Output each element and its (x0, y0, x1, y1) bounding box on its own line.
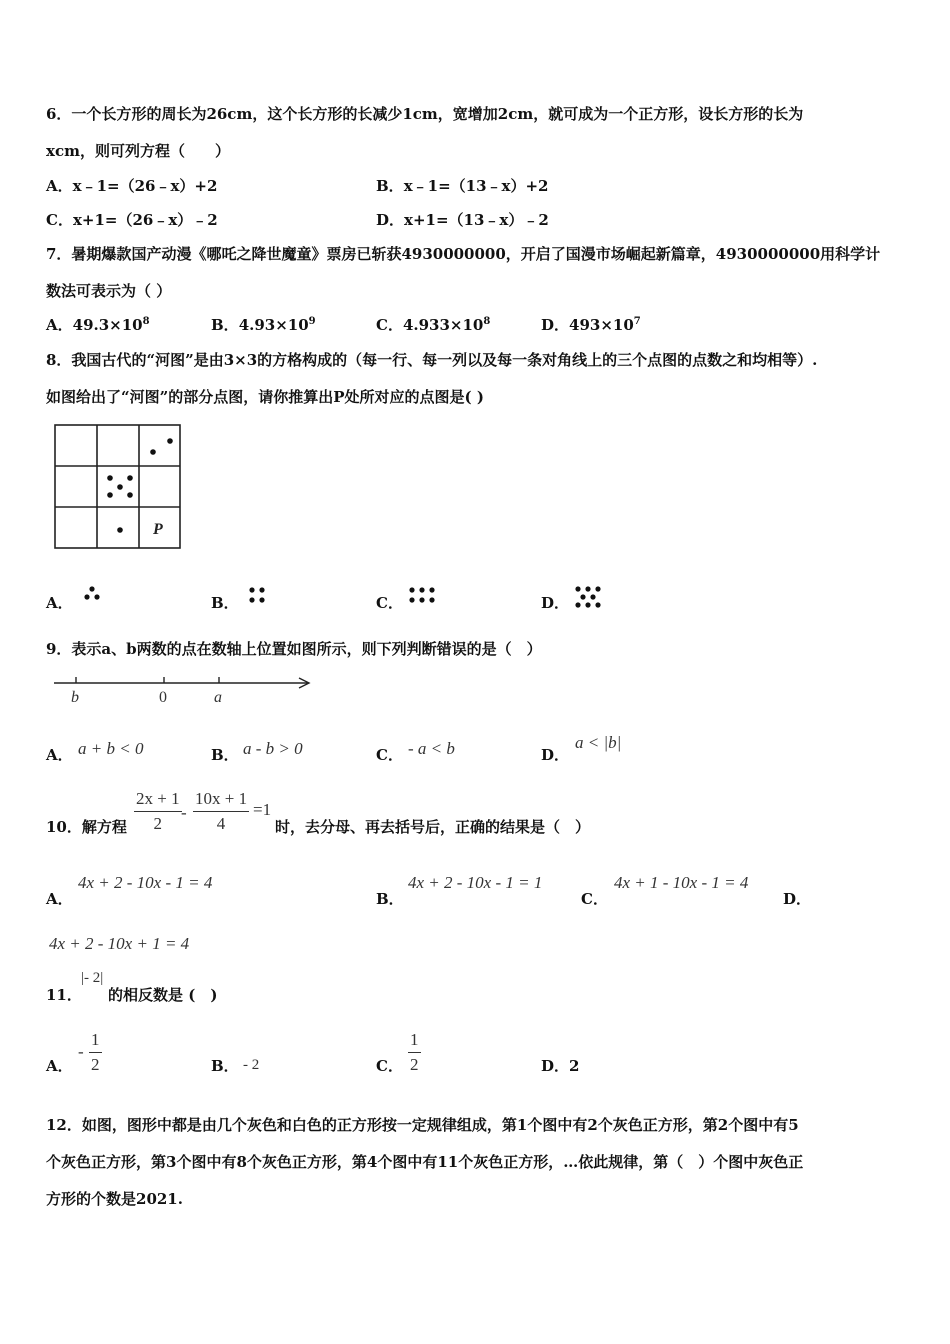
q10-option-d-label[interactable]: D． (783, 890, 812, 908)
q8-option-a-label[interactable]: A． (46, 594, 73, 612)
q6-option-c[interactable]: C．x+1=（26﹣x）﹣2 (46, 211, 218, 229)
q10-option-a-expr[interactable]: 4x + 2 - 10x - 1 = 4 (78, 873, 213, 892)
q10-option-d-expr[interactable]: 4x + 2 - 10x + 1 = 4 (49, 934, 190, 953)
q7-stem-line1: 7．暑期爆款国产动漫《哪吒之降世魔童》票房已斩获4930000000，开启了国漫市场崛起新篇章，4930000000用科学计 (46, 245, 881, 263)
q8-option-d-dots[interactable] (574, 585, 604, 611)
q11-option-a-fraction[interactable]: 1 2 (91, 1030, 100, 1074)
q10-option-c-label[interactable]: C． (581, 890, 608, 908)
q11-number: 11． (46, 986, 82, 1004)
q10-prefix: 10．解方程 (46, 818, 127, 836)
q11-suffix: 的相反数是 ( ) (108, 986, 218, 1004)
q9-option-a-expr[interactable]: a + b < 0 (78, 739, 144, 758)
q10-minus: - (181, 803, 187, 822)
number-line-figure (54, 674, 314, 706)
axis-label-zero: 0 (159, 689, 167, 706)
q8-stem-line1: 8．我国古代的“河图”是由3×3的方格构成的（每一行、每一列以及每一条对角线上的三个点图的点数之和均相等）. (46, 351, 818, 369)
p-cell-label: P (153, 521, 163, 538)
q11-option-b-label[interactable]: B． (211, 1057, 239, 1075)
q10-suffix: 时，去分母、再去括号后，正确的结果是（ ） (275, 818, 591, 836)
q8-stem-line2: 如图给出了“河图”的部分点图，请你推算出P处所对应的点图是( ) (46, 388, 484, 406)
q11-option-a-label[interactable]: A． (46, 1057, 73, 1075)
q7-option-b[interactable]: B．$4.93\times 10^9$ (211, 316, 316, 334)
q7-stem-line2: 数法可表示为（ ） (46, 282, 172, 300)
q12-stem-line2: 个灰色正方形，第3个图中有8个灰色正方形，第4个图中有11个灰色正方形，…依此规律，第（ ）个图中灰色正 (46, 1153, 804, 1171)
q11-option-d[interactable]: D．2 (541, 1057, 580, 1075)
axis-label-b: b (71, 689, 79, 706)
q10-option-b-expr[interactable]: 4x + 2 - 10x - 1 = 1 (408, 873, 543, 892)
q10-option-a-label[interactable]: A． (46, 890, 73, 908)
q10-option-c-expr[interactable]: 4x + 1 - 10x - 1 = 4 (614, 873, 749, 892)
q12-stem-line3: 方形的个数是2021. (46, 1190, 183, 1208)
q7-option-a[interactable]: A．$49.3\times 10^8$ (46, 316, 150, 334)
q9-option-d-expr[interactable]: a < |b| (575, 733, 622, 752)
q9-option-c-label[interactable]: C． (376, 746, 403, 764)
q9-stem: 9．表示a、b两数的点在数轴上位置如图所示，则下列判断错误的是（ ） (46, 640, 542, 658)
q10-fraction-1: 2x + 1 2 (136, 789, 180, 833)
q9-option-a-label[interactable]: A． (46, 746, 73, 764)
q11-option-b-expr[interactable]: - 2 (243, 1057, 260, 1073)
q11-option-c-fraction[interactable]: 1 2 (410, 1030, 419, 1074)
q7-option-d[interactable]: D．$493\times 10^7$ (541, 316, 641, 334)
q6-stem-line2: xcm，则可列方程（ ） (46, 142, 230, 160)
q8-option-c-label[interactable]: C． (376, 594, 403, 612)
q8-option-d-label[interactable]: D． (541, 594, 570, 612)
q8-option-a-dots[interactable] (83, 585, 103, 603)
q10-option-b-label[interactable]: B． (376, 890, 404, 908)
q9-option-b-expr[interactable]: a - b > 0 (243, 739, 303, 758)
q9-option-b-label[interactable]: B． (211, 746, 239, 764)
q6-option-b[interactable]: B．x﹣1=（13﹣x）+2 (376, 177, 549, 195)
axis-label-a: a (214, 689, 222, 706)
q11-option-a-sign[interactable]: - (78, 1042, 84, 1061)
q10-rhs: =1 (253, 800, 272, 819)
q7-option-c[interactable]: C．$4.933\times 10^8$ (376, 316, 491, 334)
q9-option-d-label[interactable]: D． (541, 746, 570, 764)
q9-option-c-expr[interactable]: - a < b (408, 739, 455, 758)
q10-fraction-2: 10x + 1 4 (195, 789, 248, 833)
q6-option-d[interactable]: D．x+1=（13﹣x）﹣2 (376, 211, 549, 229)
q11-abs-expr: |- 2| (81, 970, 104, 986)
q8-option-b-dots[interactable] (248, 585, 268, 605)
q8-option-c-dots[interactable] (408, 585, 438, 605)
q12-stem-line1: 12．如图，图形中都是由几个灰色和白色的正方形按一定规律组成，第1个图中有2个灰色正方形，第2个图中有5 (46, 1116, 799, 1134)
q6-stem-line1: 6．一个长方形的周长为26cm，这个长方形的长减少1cm，宽增加2cm，就可成为一个正方形，设长方形的长为 (46, 105, 804, 123)
q11-option-c-label[interactable]: C． (376, 1057, 403, 1075)
q8-option-b-label[interactable]: B． (211, 594, 239, 612)
q6-option-a[interactable]: A．x﹣1=（26﹣x）+2 (46, 177, 218, 195)
hetu-grid-figure (54, 424, 182, 550)
